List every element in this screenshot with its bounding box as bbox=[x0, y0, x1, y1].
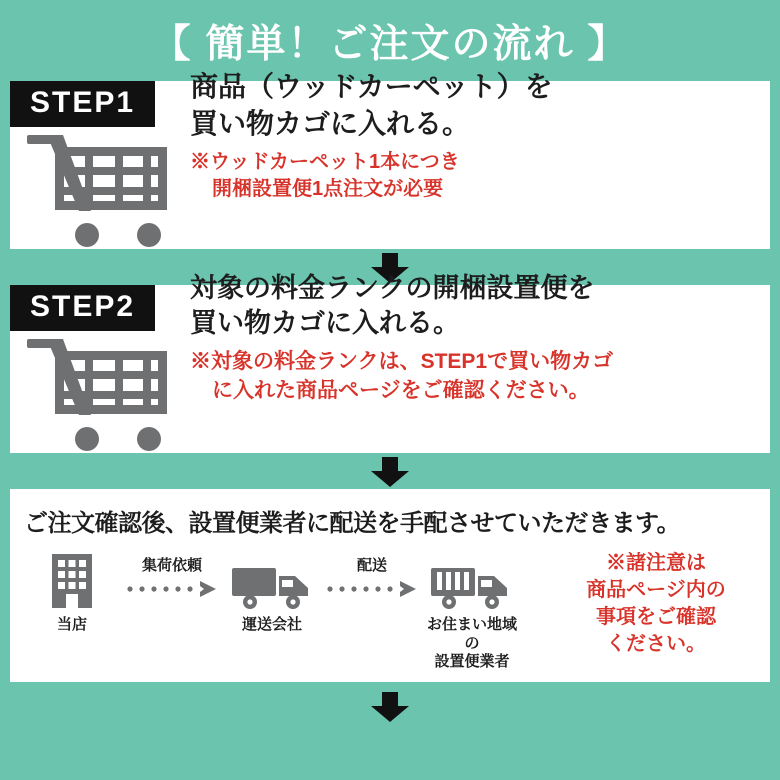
flow-node-store bbox=[24, 548, 120, 635]
step-1-line-2: 買い物カゴに入れる。 bbox=[190, 107, 471, 139]
step-1-note bbox=[190, 149, 760, 204]
building-icon bbox=[24, 548, 120, 610]
shopping-cart-icon bbox=[10, 331, 190, 453]
step-badge-2: STEP2 bbox=[10, 285, 155, 331]
flow-connector-2 bbox=[320, 548, 424, 602]
flow-note-line-1: ※諸注意は bbox=[606, 551, 706, 574]
flow-node-installer-caption-line-1: お住まい地域の bbox=[426, 615, 517, 652]
flow-node-installer-caption-line-2: 設置便業者 bbox=[434, 653, 510, 671]
step-2-note-line-1: ※対象の料金ランクは、STEP1で買い物カゴ bbox=[190, 350, 614, 374]
delivery-truck-icon bbox=[424, 548, 520, 610]
truck-icon bbox=[224, 548, 320, 610]
page-title: 【 簡単！ご注文の流れ 】 bbox=[151, 23, 629, 66]
flow-note bbox=[556, 548, 756, 658]
step-2-note bbox=[190, 348, 760, 406]
step-card-2 bbox=[10, 272, 770, 453]
step-1-note-line-2: 開梱設置便1点注文が必要 bbox=[212, 178, 444, 201]
shopping-cart-icon bbox=[10, 127, 190, 249]
flow-connector-1-label: 集荷依頼 bbox=[141, 556, 202, 574]
step-2-line-1: 対象の料金ランクの開梱設置便を bbox=[190, 272, 595, 303]
delivery-flow-heading: ご注文確認後、設置便業者に配送を手配させていただきます。 bbox=[24, 509, 681, 537]
dotted-arrow-icon bbox=[124, 581, 220, 597]
flow-connector-2-label: 配送 bbox=[356, 556, 387, 574]
step-card-1 bbox=[10, 70, 770, 249]
flow-node-carrier bbox=[224, 548, 320, 635]
step-1-line-1: 商品（ウッドカーペット）を bbox=[190, 70, 553, 102]
arrow-step2-to-flow bbox=[0, 453, 780, 489]
flow-note-line-3: 事項をご確認 bbox=[596, 605, 716, 628]
flow-node-store-caption: 当店 bbox=[56, 615, 87, 633]
step-2-line-2: 買い物カゴに入れる。 bbox=[190, 308, 460, 339]
dotted-arrow-icon bbox=[324, 581, 420, 597]
step-1-note-line-1: ※ウッドカーペット1本につき bbox=[190, 150, 460, 173]
flow-note-line-2: 商品ページ内の bbox=[586, 578, 726, 601]
delivery-flow-card bbox=[10, 489, 770, 682]
step-badge-1: STEP1 bbox=[10, 81, 155, 127]
flow-node-installer-caption bbox=[424, 616, 520, 672]
flow-node-installer bbox=[424, 548, 520, 672]
arrow-flow-to-next bbox=[0, 682, 780, 722]
flow-note-line-4: ください。 bbox=[606, 632, 706, 655]
flow-node-carrier-caption: 運送会社 bbox=[241, 615, 302, 633]
flow-connector-1 bbox=[120, 548, 224, 602]
step-2-note-line-2: に入れた商品ページをご確認ください。 bbox=[212, 379, 590, 403]
